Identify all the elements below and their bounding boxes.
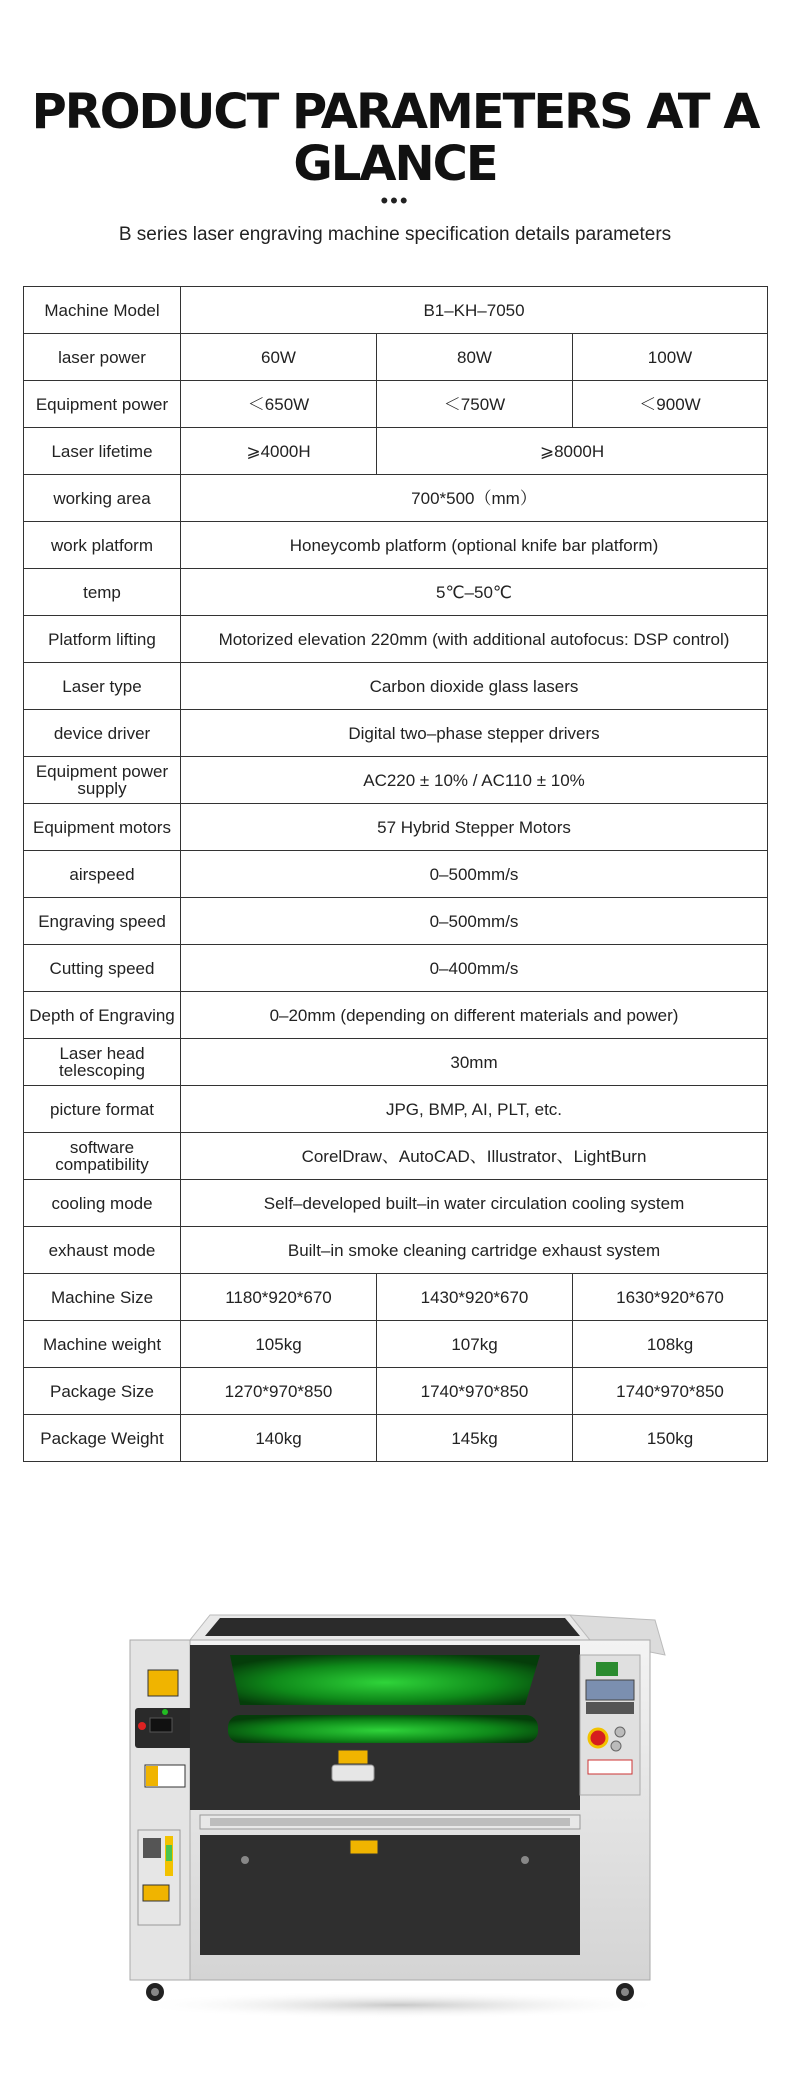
value-cell: 107kg <box>377 1321 573 1368</box>
row-label-line-2: compatibility <box>55 1155 149 1174</box>
row-label: temp <box>24 569 181 616</box>
row-device-driver <box>24 710 768 757</box>
title-line-2: GLANCE <box>293 136 497 192</box>
row-value: AC220 ± 10% / AC110 ± 10% <box>181 757 768 804</box>
value-cell: 1630*920*670 <box>573 1274 768 1321</box>
row-label: picture format <box>24 1086 181 1133</box>
row-label: Cutting speed <box>24 945 181 992</box>
value-cell: 1740*970*850 <box>573 1368 768 1415</box>
value-cell: ＜900W <box>573 381 768 428</box>
row-value: 0–400mm/s <box>181 945 768 992</box>
row-label: Laser type <box>24 663 181 710</box>
row-engraving-speed <box>24 898 768 945</box>
row-label <box>24 1133 181 1180</box>
value-80w: 80W <box>377 334 573 381</box>
value-cell: ⩾4000H <box>181 428 377 475</box>
value-cell: 140kg <box>181 1415 377 1462</box>
row-label: Equipment power <box>24 381 181 428</box>
row-platform-lifting <box>24 616 768 663</box>
value-cell: ＜750W <box>377 381 573 428</box>
row-value: Carbon dioxide glass lasers <box>181 663 768 710</box>
row-work-platform <box>24 522 768 569</box>
row-label: Platform lifting <box>24 616 181 663</box>
row-value: CorelDraw、AutoCAD、Illustrator、LightBurn <box>181 1133 768 1180</box>
row-value: 57 Hybrid Stepper Motors <box>181 804 768 851</box>
row-exhaust-mode <box>24 1227 768 1274</box>
row-value: Self–developed built–in water circulation cooling system <box>181 1180 768 1227</box>
row-working-area <box>24 475 768 522</box>
row-label: laser power <box>24 334 181 381</box>
value-100w: 100W <box>573 334 768 381</box>
spec-table <box>23 286 768 1462</box>
row-label-line-2: telescoping <box>58 1061 145 1080</box>
row-label-line-1: software <box>69 1138 135 1157</box>
row-label <box>24 757 181 804</box>
row-label: exhaust mode <box>24 1227 181 1274</box>
row-value: 0–500mm/s <box>181 898 768 945</box>
laser-machine-image <box>110 1600 690 2020</box>
row-cooling-mode <box>24 1180 768 1227</box>
row-package-weight <box>24 1415 768 1462</box>
row-label: Depth of Engraving <box>24 992 181 1039</box>
row-label: Machine Model <box>24 287 181 334</box>
row-laser-lifetime <box>24 428 768 475</box>
row-value: 700*500（mm） <box>181 475 768 522</box>
value-cell: 150kg <box>573 1415 768 1462</box>
row-label: cooling mode <box>24 1180 181 1227</box>
row-label: working area <box>24 475 181 522</box>
row-label: Engraving speed <box>24 898 181 945</box>
value-cell: ⩾8000H <box>377 428 768 475</box>
row-equipment-power-supply <box>24 757 768 804</box>
row-value: Honeycomb platform (optional knife bar platform) <box>181 522 768 569</box>
row-value: JPG, BMP, AI, PLT, etc. <box>181 1086 768 1133</box>
row-machine-model <box>24 287 768 334</box>
value-cell: 145kg <box>377 1415 573 1462</box>
value-cell: ＜650W <box>181 381 377 428</box>
row-label: Package Weight <box>24 1415 181 1462</box>
row-airspeed <box>24 851 768 898</box>
row-label: Equipment motors <box>24 804 181 851</box>
row-label <box>24 1039 181 1086</box>
row-label-line-2: supply <box>77 779 127 798</box>
row-depth-of-engraving <box>24 992 768 1039</box>
row-software-compatibility <box>24 1133 768 1180</box>
row-laser-type <box>24 663 768 710</box>
value-cell: 1270*970*850 <box>181 1368 377 1415</box>
row-temp <box>24 569 768 616</box>
row-label: airspeed <box>24 851 181 898</box>
row-label-line-1: Equipment power <box>35 762 169 781</box>
row-machine-size <box>24 1274 768 1321</box>
row-laser-head-telescoping <box>24 1039 768 1086</box>
row-value: 0–20mm (depending on different materials and power) <box>181 992 768 1039</box>
row-value: Motorized elevation 220mm (with additional autofocus: DSP control) <box>181 616 768 663</box>
divider-dots: ••• <box>380 188 410 213</box>
row-label: Laser lifetime <box>24 428 181 475</box>
row-value: Digital two–phase stepper drivers <box>181 710 768 757</box>
page-title <box>0 86 790 190</box>
row-machine-weight <box>24 1321 768 1368</box>
row-value: Built–in smoke cleaning cartridge exhaust system <box>181 1227 768 1274</box>
value-cell: 108kg <box>573 1321 768 1368</box>
page-subtitle: B series laser engraving machine specification details parameters <box>118 224 672 245</box>
title-line-1: PRODUCT PARAMETERS AT A <box>31 84 759 140</box>
row-label: Package Size <box>24 1368 181 1415</box>
row-picture-format <box>24 1086 768 1133</box>
row-label: device driver <box>24 710 181 757</box>
row-label: Machine weight <box>24 1321 181 1368</box>
row-label-line-1: Laser head <box>59 1044 145 1063</box>
row-equipment-power <box>24 381 768 428</box>
value-cell: 1740*970*850 <box>377 1368 573 1415</box>
row-equipment-motors <box>24 804 768 851</box>
value-60w: 60W <box>181 334 377 381</box>
row-label: work platform <box>24 522 181 569</box>
row-value: 30mm <box>181 1039 768 1086</box>
row-value: B1–KH–7050 <box>181 287 768 334</box>
value-cell: 1180*920*670 <box>181 1274 377 1321</box>
row-cutting-speed <box>24 945 768 992</box>
value-cell: 105kg <box>181 1321 377 1368</box>
row-label: Machine Size <box>24 1274 181 1321</box>
row-package-size <box>24 1368 768 1415</box>
row-value: 5℃–50℃ <box>181 569 768 616</box>
row-laser-power <box>24 334 768 381</box>
row-value: 0–500mm/s <box>181 851 768 898</box>
value-cell: 1430*920*670 <box>377 1274 573 1321</box>
